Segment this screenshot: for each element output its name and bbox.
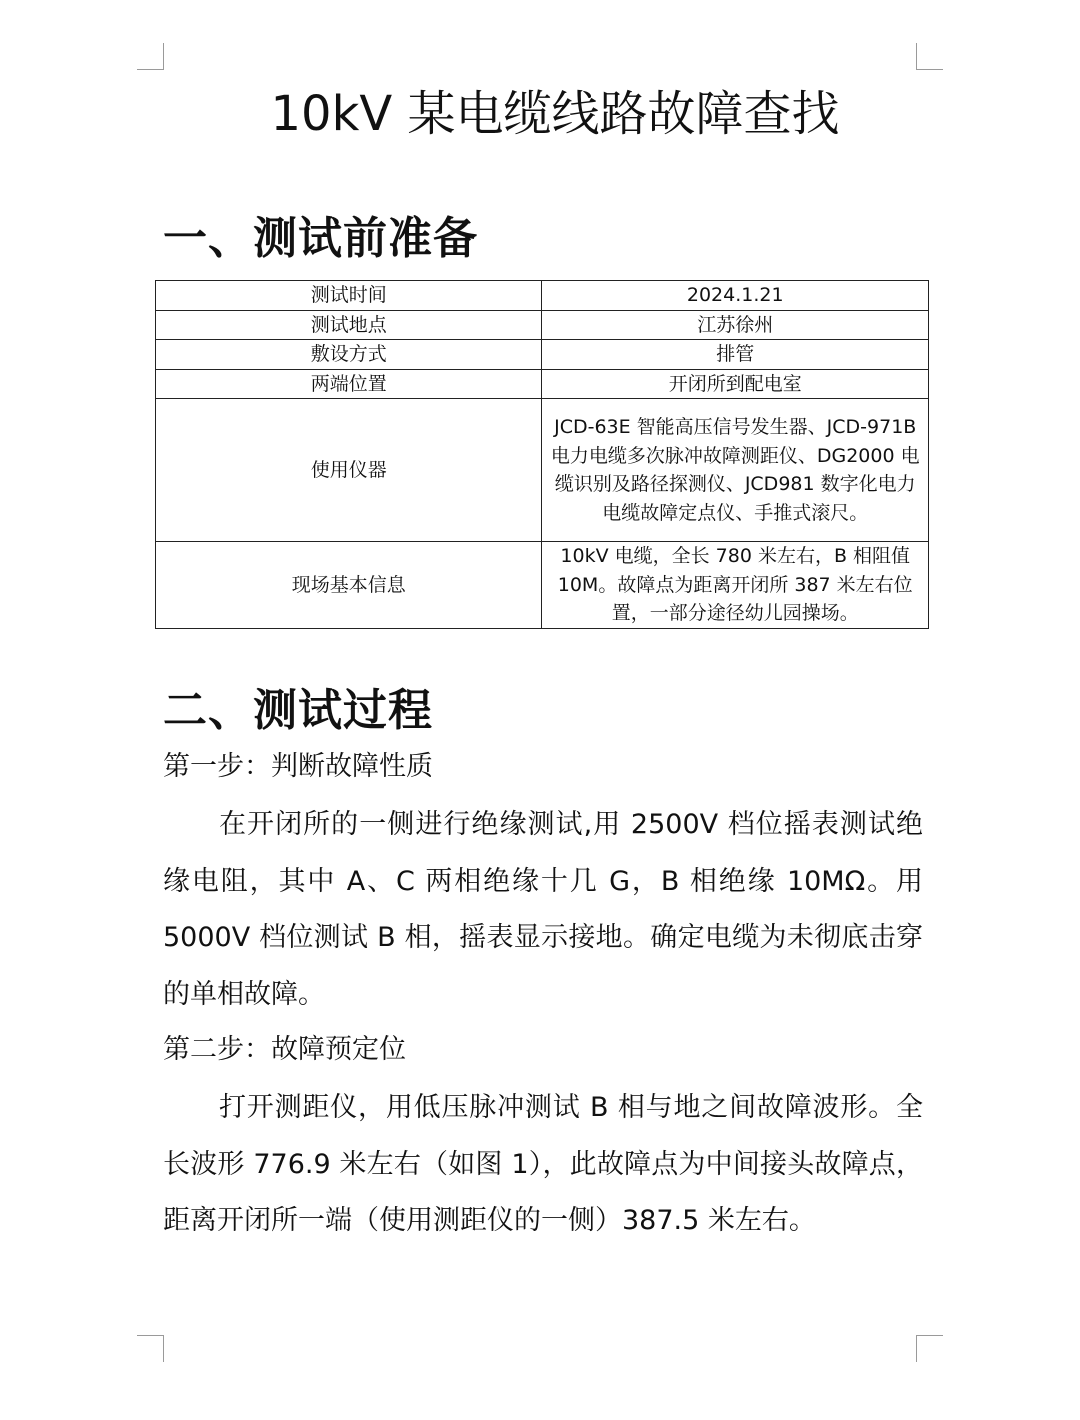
- test-info-table: [155, 280, 929, 629]
- section-heading-process: 二、测试过程: [163, 685, 433, 736]
- table-cell-key: 敷设方式: [156, 340, 542, 370]
- table-cell-value: 开闭所到配电室: [542, 369, 929, 399]
- crop-mark-top-right: [916, 43, 943, 70]
- table-cell-key: 使用仪器: [156, 399, 542, 542]
- table-cell-key: 两端位置: [156, 369, 542, 399]
- crop-mark-bottom-left: [137, 1335, 164, 1362]
- table-row: [156, 542, 929, 629]
- table-cell-key: 测试时间: [156, 281, 542, 311]
- step1-paragraph: 在开闭所的一侧进行绝缘测试,用 2500V 档位摇表测试绝缘电阻，其中 A、C 两相绝缘十几 G，B 相绝缘 10MΩ。用 5000V 档位测试 B 相，摇表显示接地。确定电缆为未彻底击穿的单相故障。: [163, 809, 923, 1010]
- table-row: [156, 369, 929, 399]
- table-cell-value: 排管: [542, 340, 929, 370]
- section-heading-preparation: 一、测试前准备: [163, 213, 478, 264]
- table-cell-value: 江苏徐州: [542, 310, 929, 340]
- table-cell-value: 10kV 电缆，全长 780 米左右，B 相阻值 10M。故障点为距离开闭所 387 米左右位置，一部分途径幼儿园操场。: [542, 542, 929, 629]
- crop-mark-top-left: [137, 43, 164, 70]
- table-cell-key: 现场基本信息: [156, 542, 542, 629]
- table-row: [156, 310, 929, 340]
- table-row: [156, 281, 929, 311]
- step2-title: 第二步：故障预定位: [163, 1034, 406, 1065]
- table-row: [156, 399, 929, 542]
- table-cell-value: 2024.1.21: [542, 281, 929, 311]
- step2-paragraph: 打开测距仪，用低压脉冲测试 B 相与地之间故障波形。全长波形 776.9 米左右（如图 1），此故障点为中间接头故障点，距离开闭所一端（使用测距仪的一侧）387.5 米左右。: [163, 1092, 923, 1236]
- crop-mark-bottom-right: [916, 1335, 943, 1362]
- table-cell-key: 测试地点: [156, 310, 542, 340]
- table-cell-value: JCD-63E 智能高压信号发生器、JCD-971B 电力电缆多次脉冲故障测距仪、DG2000 电缆识别及路径探测仪、JCD981 数字化电力电缆故障定点仪、手推式滚尺。: [542, 399, 929, 542]
- table-row: [156, 340, 929, 370]
- step1-title: 第一步：判断故障性质: [163, 751, 433, 782]
- document-title: 10kV 某电缆线路故障查找: [270, 86, 840, 142]
